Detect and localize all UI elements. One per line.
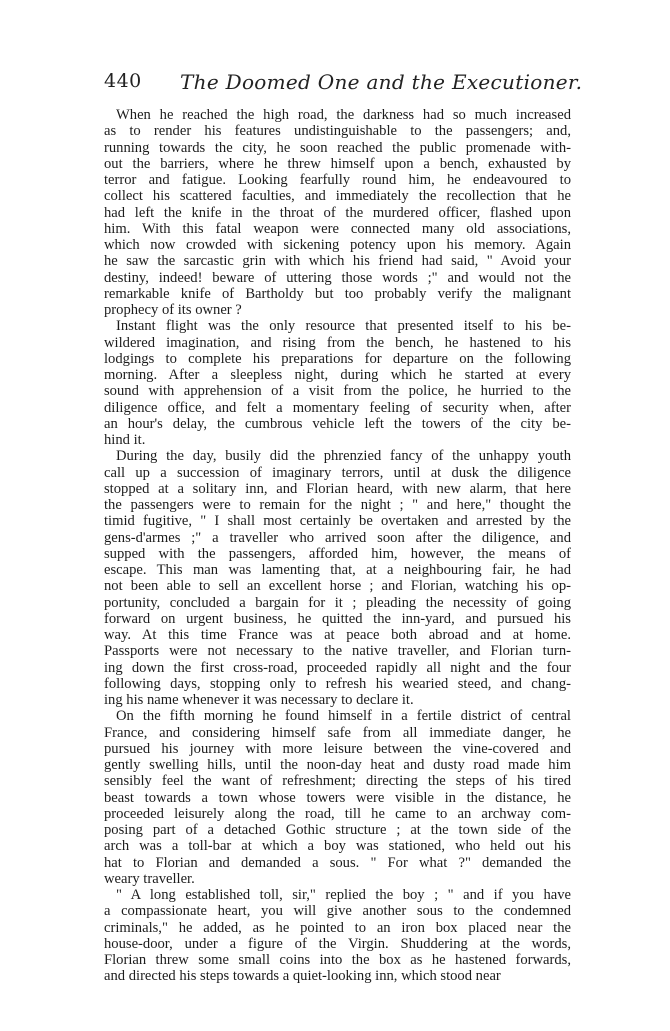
text-line: posing part of a detached Gothic structure ; at the town side of the	[104, 822, 571, 838]
text-line: hat to Florian and demanded a sous. " For what ?" demanded the	[104, 854, 571, 871]
text-line: destiny, indeed! beware of uttering those words ;" and would not the	[104, 269, 571, 286]
text-line: call up a succession of imaginary terrors, until at dusk the diligence	[104, 464, 571, 481]
text-line: house-door, under a figure of the Virgin. Shuddering at the words,	[104, 935, 571, 952]
text-line: hind it.	[104, 432, 146, 448]
text-line: out the barriers, where he threw himself upon a bench, exhausted by	[104, 155, 571, 172]
text-line: ing his name whenever it was necessary to declare it.	[104, 692, 414, 708]
text-line: gently swelling hills, until the noon-day heat and dusty road made him	[104, 757, 571, 773]
text-line: an hour's delay, the cumbrous vehicle left the towers of the city be-	[104, 415, 571, 432]
text-line: sound with apprehension of a visit from the police, he hurried to the	[104, 383, 571, 400]
paragraph	[104, 708, 571, 887]
text-line: " A long established toll, sir," replied the boy ; " and if you have	[116, 887, 571, 903]
text-line: running towards the city, he soon reached the public promenade with-	[104, 139, 571, 156]
text-line: him. With this fatal weapon were connected many old associations,	[104, 220, 571, 237]
paragraph	[104, 448, 571, 708]
text-line: morning. After a sleepless night, during which he started at every	[104, 367, 571, 383]
text-line: forward on urgent business, he quitted the inn-yard, and pursued his	[104, 610, 571, 627]
text-line: supped with the passengers, afforded him, however, the means of	[104, 545, 571, 562]
text-line: lodgings to complete his preparations for departure on the following	[104, 350, 571, 367]
text-line: wildered imagination, and rising from the bench, he hastened to his	[104, 334, 571, 351]
text-line: Florian threw some small coins into the box as he hastened forwards,	[104, 952, 571, 968]
text-line: not been able to sell an excellent horse ; and Florian, watching his op-	[104, 578, 571, 595]
body-text	[104, 107, 571, 985]
text-line: weary traveller.	[104, 870, 195, 887]
text-line: a compassionate heart, you will give another sous to the condemned	[104, 903, 571, 920]
text-line: When he reached the high road, the darkness had so much increased	[116, 107, 571, 123]
text-line: During the day, busily did the phrenzied fancy of the unhappy youth	[116, 448, 571, 465]
text-line: pursued his journey with more leisure between the vine-covered and	[104, 740, 571, 757]
text-line: the passengers were to remain for the night ; " and here," thought the	[104, 497, 571, 513]
text-line: timid fugitive, " I shall most certainly be overtaken and arrested by the	[104, 513, 571, 530]
running-title: The Doomed One and the Executioner.	[180, 70, 583, 94]
text-line: had left the knife in the throat of the murdered officer, flashed upon	[104, 204, 571, 221]
text-line: he saw the sarcastic grin with which his friend had said, " Avoid your	[104, 253, 571, 270]
text-line: gens-d'armes ;" a traveller who arrived soon after the diligence, and	[104, 529, 571, 546]
text-line: On the fifth morning he found himself in a fertile district of central	[116, 708, 571, 725]
text-line: sensibly feel the want of refreshment; directing the steps of his tired	[104, 773, 571, 790]
text-line: escape. This man was lamenting that, at a neighbouring fair, he had	[104, 562, 571, 578]
text-line: stopped at a solitary inn, and Florian heard, with new alarm, that here	[104, 480, 571, 497]
text-line: criminals," he added, as he pointed to an iron box placed near the	[104, 919, 571, 936]
running-head	[104, 70, 583, 100]
text-line: diligence office, and felt a momentary feeling of security when, after	[104, 399, 571, 416]
text-line: France, and considering himself safe from all immediate danger, he	[104, 724, 571, 741]
paragraph	[104, 318, 571, 448]
text-line: following days, stopping only to refresh his wearied steed, and chang-	[104, 675, 571, 692]
text-line: prophecy of its owner ?	[104, 302, 242, 318]
text-line: Passports were not necessary to the native traveller, and Florian turn-	[104, 643, 571, 660]
paragraph	[104, 887, 571, 985]
text-line: terror and fatigue. Looking fearfully round him, he endeavoured to	[104, 172, 571, 188]
text-line: portunity, concluded a bargain for it ; pleading the necessity of going	[104, 594, 571, 611]
page-number: 440	[104, 70, 142, 92]
text-line: ing down the first cross-road, proceeded rapidly all night and the four	[104, 659, 571, 676]
text-line: Instant flight was the only resource that presented itself to his be-	[116, 318, 571, 335]
text-line: way. At this time France was at peace both abroad and at home.	[104, 627, 571, 643]
text-line: and directed his steps towards a quiet-looking inn, which stood near	[104, 968, 501, 985]
paragraph	[104, 107, 571, 318]
text-line: arch was a toll-bar at which a boy was stationed, who held out his	[104, 838, 571, 855]
text-line: which now crowded with sickening potency upon his memory. Again	[104, 237, 571, 253]
text-line: as to render his features undistinguishable to the passengers; and,	[104, 123, 571, 140]
text-line: remarkable knife of Bartholdy but too probably verify the malignant	[104, 285, 571, 302]
text-line: beast towards a town whose towers were visible in the distance, he	[104, 789, 571, 806]
text-line: proceeded leisurely along the road, till he came to an archway com-	[104, 805, 571, 822]
text-line: collect his scattered faculties, and immediately the recollection that he	[104, 188, 571, 205]
